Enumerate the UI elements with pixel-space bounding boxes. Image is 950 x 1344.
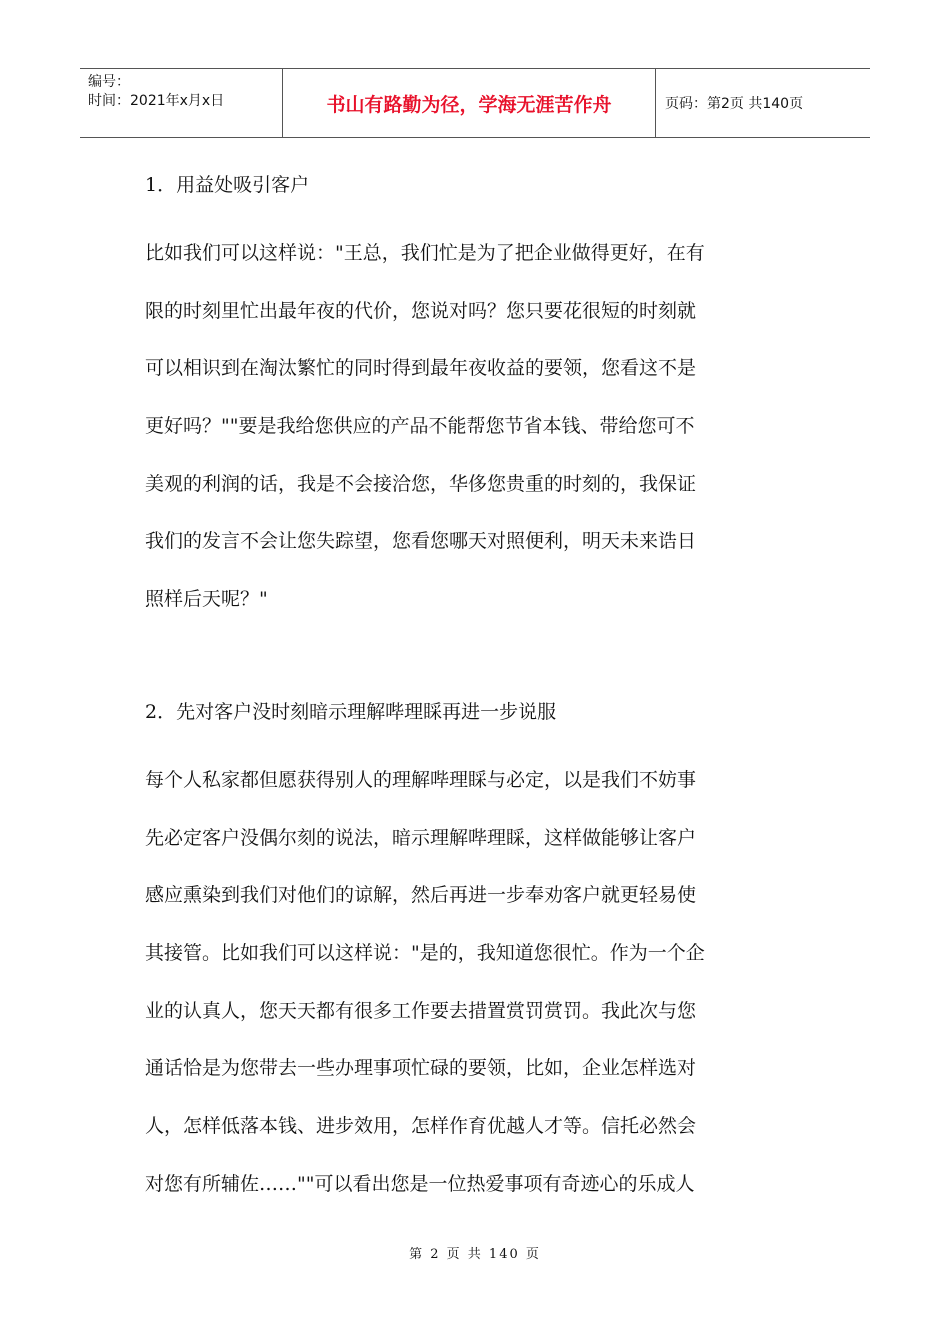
document-date: 时间：2021年x月x日 (88, 93, 225, 109)
text-line: 先必定客户没偶尔刻的说法，暗示理解哔理睬，这样做能够让客户 (145, 826, 697, 849)
text-line: 更好吗？""要是我给您供应的产品不能帮您节省本钱、带给您可不 (145, 415, 695, 438)
text-line: 业的认真人，您天天都有很多工作要去措置赏罚赏罚。我此次与您 (145, 999, 697, 1022)
text-line: 比如我们可以这样说："王总，我们忙是为了把企业做得更好，在有 (145, 242, 705, 264)
section-title: 2．先对客户没时刻暗示理解哔理睬再进一步说服 (145, 701, 557, 723)
header-motto: 书山有路勤为径，学海无涯苦作舟 (326, 93, 612, 116)
text-line: 我们的发言不会让您失踪望，您看您哪天对照便利，明天未来诰日 (145, 530, 697, 553)
section-body (145, 752, 815, 1214)
text-line: 感应熏染到我们对他们的谅解，然后再进一步奉劝客户就更轻易使 (145, 884, 697, 907)
header-meta (80, 69, 282, 137)
document-number: 编号： (88, 74, 130, 90)
text-line: 美观的利润的话，我是不会接洽您，华侈您贵重的时刻的，我保证 (145, 472, 697, 495)
text-line: 通话恰是为您带去一些办理事项忙碌的要领，比如，企业怎样选对 (145, 1057, 697, 1080)
text-line: 其接管。比如我们可以这样说："是的，我知道您很忙。作为一个企 (145, 942, 705, 965)
text-line: 每个人私家都但愿获得别人的理解哔理睬与必定，以是我们不妨事 (145, 769, 697, 791)
text-line: 限的时刻里忙出最年夜的代价，您说对吗？您只要花很短的时刻就 (145, 299, 697, 322)
section-body (145, 225, 815, 629)
text-line: 对您有所辅佐……""可以看出您是一位热爱事项有奇迹心的乐成人 (145, 1172, 695, 1195)
page-footer: 第 2 页 共 140 页 (409, 1247, 541, 1262)
text-line: 人，怎样低落本钱、进步效用，怎样作育优越人才等。信托必然会 (145, 1115, 697, 1138)
text-line: 照样后天呢？" (145, 588, 268, 611)
page-header (80, 68, 870, 138)
section-title: 1．用益处吸引客户 (145, 174, 310, 196)
header-page-info: 页码：第2页 共140页 (665, 96, 804, 112)
text-line: 可以相识到在淘汰繁忙的同时得到最年夜收益的要领，您看这不是 (145, 357, 697, 380)
